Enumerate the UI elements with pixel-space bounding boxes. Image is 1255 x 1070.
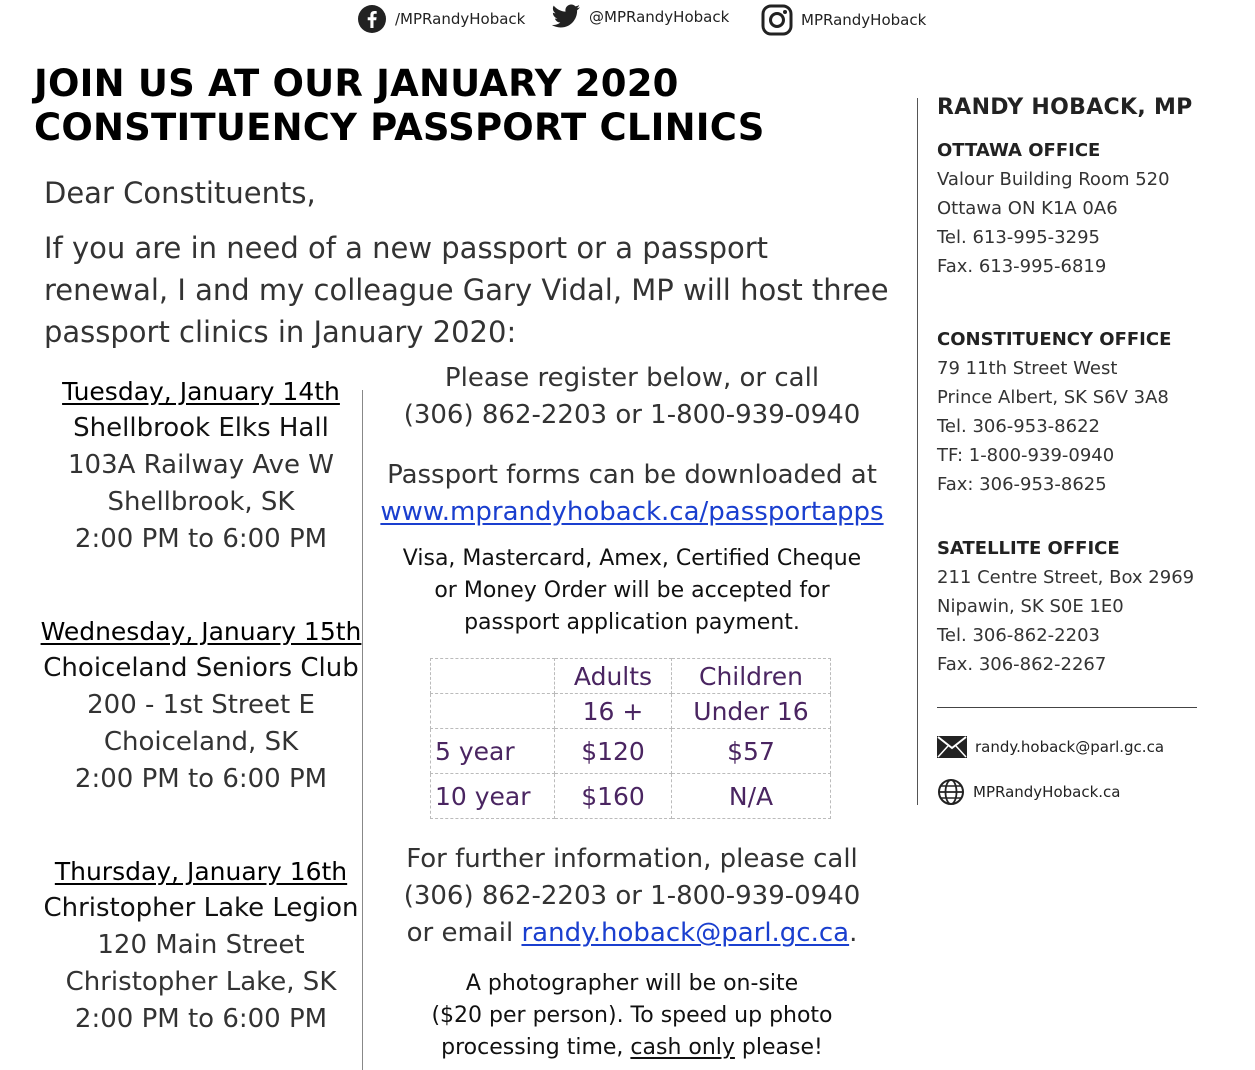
info-line-3: or email randy.hoback@parl.gc.ca. <box>406 918 858 948</box>
clinic-time: 2:00 PM to 6:00 PM <box>74 1004 328 1034</box>
office-line: Prince Albert, SK S6V 3A8 <box>937 387 1169 408</box>
register-line-2: (306) 862-2203 or 1-800-939-0940 <box>403 400 861 430</box>
office-line: 211 Centre Street, Box 2969 <box>937 567 1195 588</box>
office-ottawa <box>937 136 1170 281</box>
office-heading: SATELLITE OFFICE <box>937 538 1120 559</box>
office-line: Fax. 613-995-6819 <box>937 256 1107 277</box>
office-line: Ottawa ON K1A 0A6 <box>937 198 1118 219</box>
globe-icon <box>937 778 965 806</box>
twitter-handle: @MPRandyHoback <box>589 8 730 26</box>
office-line: Tel. 613-995-3295 <box>937 227 1100 248</box>
forms-text: Passport forms can be downloaded at <box>387 460 877 490</box>
clinic-venue: Choiceland Seniors Club <box>43 653 359 683</box>
payment-block <box>376 543 888 639</box>
cash-only-text: cash only <box>630 1035 735 1060</box>
clinic-date: Thursday, January 16th <box>54 857 348 886</box>
clinic-address: 200 - 1st Street E <box>87 690 315 720</box>
clinic-city: Christopher Lake, SK <box>65 967 337 997</box>
passport-forms-link[interactable]: www.mprandyhoback.ca/passportapps <box>380 497 884 527</box>
clinic-address: 120 Main Street <box>97 930 305 960</box>
fee-adult: $120 <box>555 729 672 774</box>
office-line: TF: 1-800-939-0940 <box>937 445 1115 466</box>
fee-adult: $160 <box>555 774 672 819</box>
title-line-1: JOIN US AT OUR JANUARY 2020 <box>34 62 679 105</box>
office-constituency <box>937 325 1171 499</box>
photo-line-1: A photographer will be on-site <box>465 971 799 996</box>
social-facebook[interactable] <box>357 4 525 34</box>
social-twitter[interactable] <box>551 4 729 30</box>
email-link[interactable]: randy.hoback@parl.gc.ca <box>521 918 850 948</box>
title-line-2: CONSTITUENCY PASSPORT CLINICS <box>34 106 765 149</box>
fee-header-cell: Adults <box>555 659 672 694</box>
instagram-handle: MPRandyHoback <box>801 11 927 29</box>
page-title <box>34 62 765 150</box>
fee-header-cell: 16 + <box>555 694 672 729</box>
fee-header-cell: Under 16 <box>672 694 831 729</box>
envelope-icon <box>937 736 967 758</box>
clinic-city: Choiceland, SK <box>103 727 299 757</box>
clinic-venue: Shellbrook Elks Hall <box>73 413 329 443</box>
facebook-icon <box>357 4 387 34</box>
greeting: Dear Constituents, <box>44 176 316 210</box>
office-line: Fax. 306-862-2267 <box>937 654 1107 675</box>
photo-line-3: processing time, cash only please! <box>441 1035 823 1060</box>
photo-note <box>376 968 888 1064</box>
twitter-icon <box>551 4 581 30</box>
fee-row <box>431 774 831 819</box>
clinic-date: Tuesday, January 14th <box>62 377 340 406</box>
clinic-date: Wednesday, January 15th <box>40 617 362 646</box>
fee-header-row <box>431 659 831 694</box>
instagram-icon <box>761 4 793 36</box>
column-divider <box>362 390 363 1070</box>
clinic-venue: Christopher Lake Legion <box>43 893 359 923</box>
photo-line-2: ($20 per person). To speed up photo <box>431 1003 833 1028</box>
payment-line-2: or Money Order will be accepted for <box>434 578 830 603</box>
clinic-1 <box>36 375 366 558</box>
sidebar-email[interactable] <box>937 736 1164 758</box>
clinic-time: 2:00 PM to 6:00 PM <box>74 764 328 794</box>
office-line: Valour Building Room 520 <box>937 169 1170 190</box>
fee-header-cell <box>431 659 555 694</box>
clinic-address: 103A Railway Ave W <box>67 450 335 480</box>
fee-row <box>431 729 831 774</box>
clinic-2 <box>36 615 366 798</box>
mp-name <box>937 95 1193 120</box>
office-line: Tel. 306-953-8622 <box>937 416 1100 437</box>
fee-term: 5 year <box>431 729 555 774</box>
sidebar-website-text: MPRandyHoback.ca <box>973 783 1121 801</box>
intro-paragraph: If you are in need of a new passport or a passport renewal, I and my colleague Gary Vidal, MP will host three passport clinics in January 2020: <box>44 231 889 349</box>
social-instagram[interactable] <box>761 4 926 36</box>
office-line: Tel. 306-862-2203 <box>937 625 1100 646</box>
office-line: 79 11th Street West <box>937 358 1118 379</box>
sidebar-divider <box>917 98 918 805</box>
info-line-2: (306) 862-2203 or 1-800-939-0940 <box>403 881 861 911</box>
sidebar-website[interactable] <box>937 778 1121 806</box>
clinic-time: 2:00 PM to 6:00 PM <box>74 524 328 554</box>
fee-child: $57 <box>672 729 831 774</box>
sidebar-separator <box>937 707 1197 708</box>
fee-header-row <box>431 694 831 729</box>
fee-child: N/A <box>672 774 831 819</box>
office-line: Nipawin, SK S0E 1E0 <box>937 596 1124 617</box>
office-heading: CONSTITUENCY OFFICE <box>937 329 1172 350</box>
mp-name-text: RANDY HOBACK, MP <box>937 95 1193 120</box>
office-line: Fax: 306-953-8625 <box>937 474 1107 495</box>
payment-line-3: passport application payment. <box>464 610 800 635</box>
info-block <box>376 841 888 952</box>
payment-line-1: Visa, Mastercard, Amex, Certified Cheque <box>402 546 862 571</box>
facebook-handle: /MPRandyHoback <box>395 10 526 28</box>
fee-term: 10 year <box>431 774 555 819</box>
clinic-3 <box>36 855 366 1038</box>
register-block <box>376 360 888 434</box>
clinic-city: Shellbrook, SK <box>107 487 295 517</box>
forms-block <box>376 457 888 531</box>
info-line-1: For further information, please call <box>406 844 858 874</box>
sidebar-email-text: randy.hoback@parl.gc.ca <box>975 738 1165 756</box>
office-satellite <box>937 534 1194 679</box>
office-heading: OTTAWA OFFICE <box>937 140 1101 161</box>
fee-table <box>430 658 831 819</box>
fee-header-cell <box>431 694 555 729</box>
register-line-1: Please register below, or call <box>444 363 820 393</box>
fee-header-cell: Children <box>672 659 831 694</box>
